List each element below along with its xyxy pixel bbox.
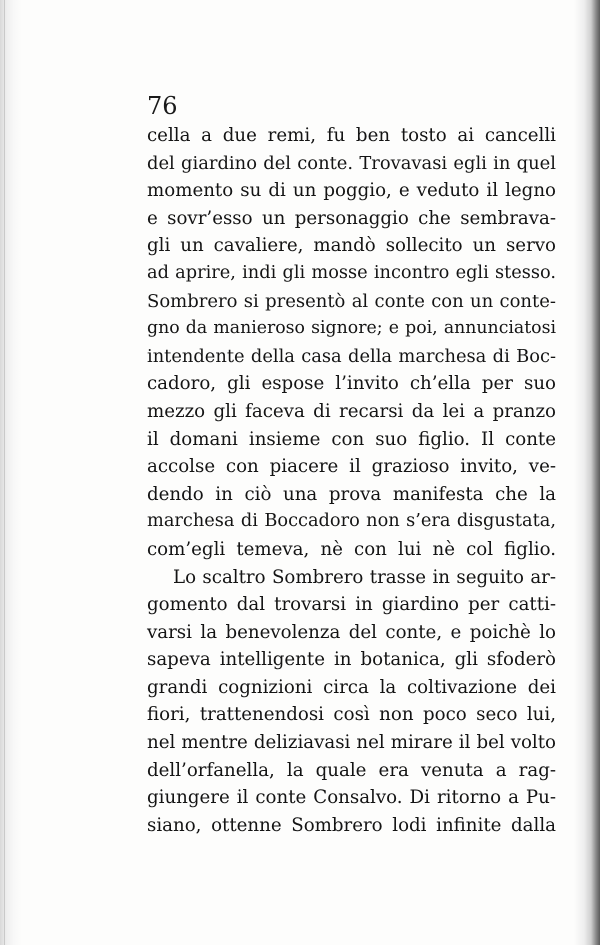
text-line: del giardino del conte. Trovavasi egli in quel bbox=[147, 152, 556, 174]
text-line: grandi cognizioni circa la coltivazione dei bbox=[147, 676, 556, 698]
text-line: gno da manieroso signore; e poi, annunciatosi bbox=[147, 318, 556, 339]
text-line: varsi la benevolenza del conte, e poichè lo bbox=[147, 621, 556, 643]
text-line: e sovr’esso un personaggio che sembrava- bbox=[147, 207, 556, 229]
page-number: 76 bbox=[147, 92, 178, 120]
text-line: cella a due remi, fu ben tosto ai cancelli bbox=[147, 125, 556, 146]
text-line: ad aprire, indi gli mosse incontro egli stesso. bbox=[147, 262, 556, 283]
text-line: accolse con piacere il grazioso invito, ve- bbox=[147, 456, 556, 478]
text-line: Sombrero si presentò al conte con un conte- bbox=[147, 290, 556, 312]
text-line: dendo in ciò una prova manifesta che la bbox=[147, 483, 556, 505]
text-line: cadoro, gli espose l’invito ch’ella per suo bbox=[147, 373, 556, 395]
text-line: il domani insieme con suo figlio. Il conte bbox=[147, 428, 556, 450]
page-right-edge-shadow bbox=[574, 0, 600, 945]
text-line: momento su di un poggio, e veduto il legno bbox=[147, 180, 556, 202]
paragraph-first-line: Lo scaltro Sombrero trasse in seguito ar- bbox=[173, 566, 556, 588]
text-line: giungere il conte Consalvo. Di ritorno a Pu- bbox=[147, 787, 556, 809]
body-text bbox=[147, 122, 556, 839]
text-line: dell’orfanella, la quale era venuta a rag- bbox=[147, 759, 556, 781]
text-line: nel mentre deliziavasi nel mirare il bel volto bbox=[147, 732, 556, 754]
text-line: mezzo gli faceva di recarsi da lei a pranzo bbox=[147, 400, 556, 422]
text-line: gomento dal trovarsi in giardino per catti- bbox=[147, 594, 556, 616]
text-line: intendente della casa della marchesa di Boc- bbox=[147, 345, 556, 367]
text-line: gli un cavaliere, mandò sollecito un servo bbox=[147, 235, 556, 257]
text-line: sapeva intelligente in botanica, gli sfoderò bbox=[147, 649, 556, 671]
text-line: siano, ottenne Sombrero lodi infinite dalla bbox=[147, 814, 556, 836]
text-line: marchesa di Boccadoro non s’era disgustata, bbox=[147, 511, 556, 532]
text-line: fiori, trattenendosi così non poco seco lui, bbox=[147, 704, 556, 726]
text-line: com’egli temeva, nè con lui nè col figlio. bbox=[147, 538, 556, 560]
page-left-edge-line bbox=[4, 0, 5, 945]
